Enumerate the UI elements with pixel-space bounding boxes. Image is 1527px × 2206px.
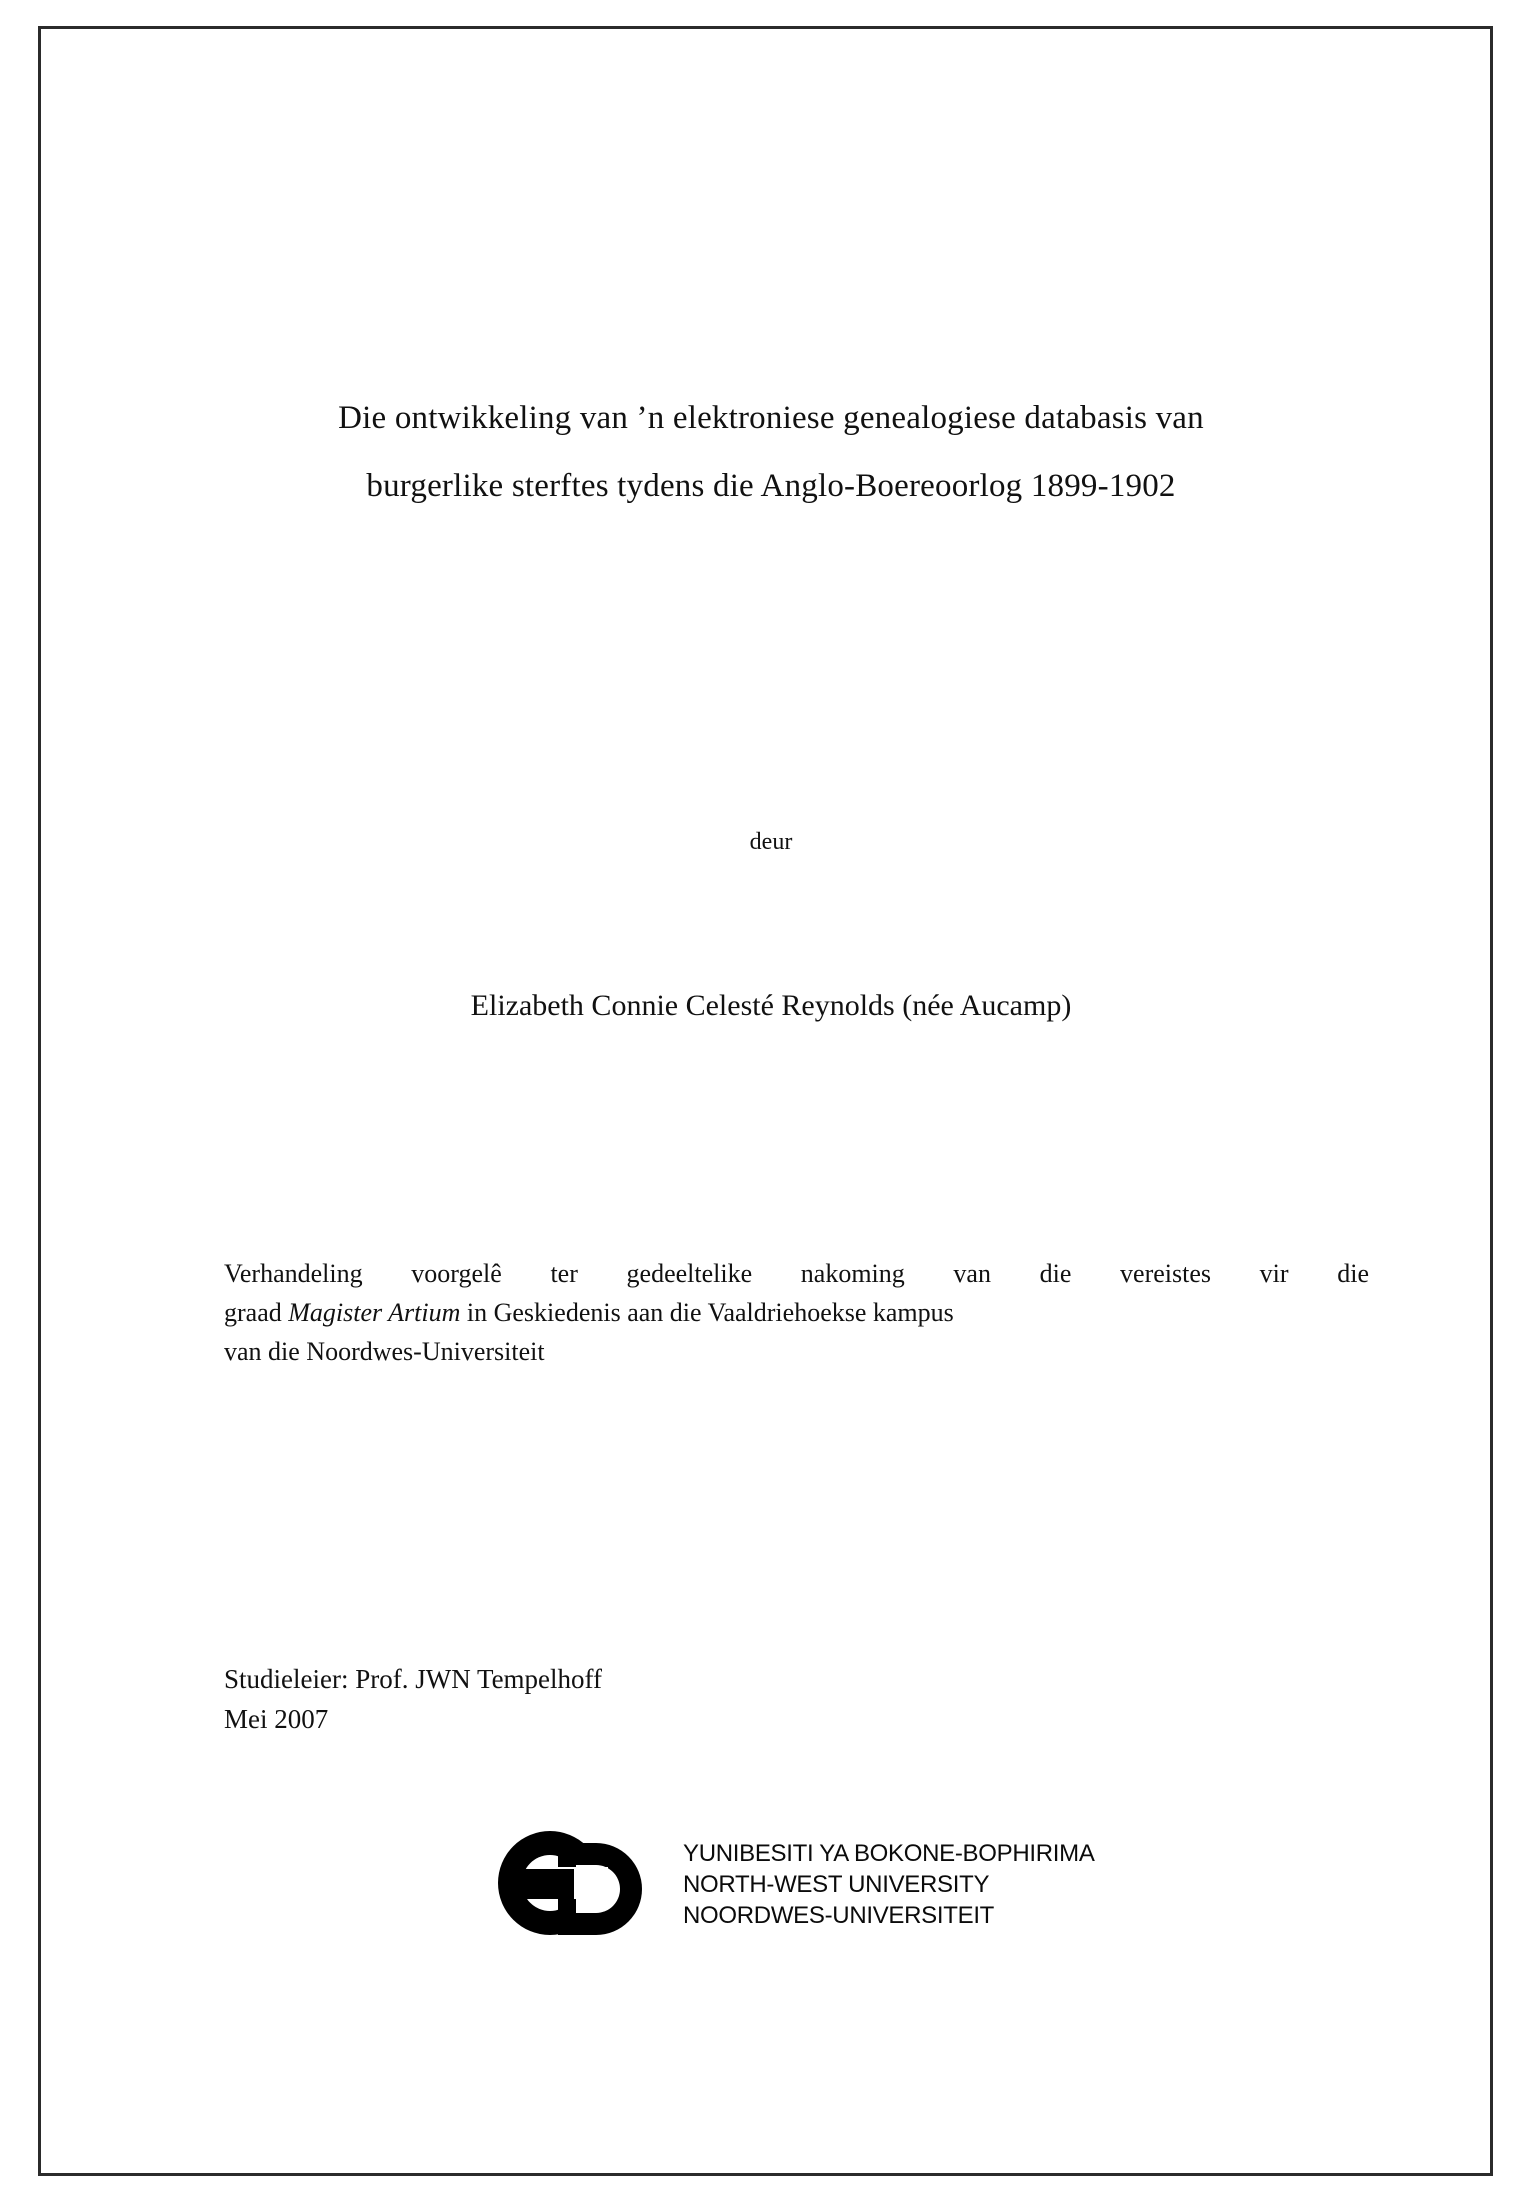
statement-line-2 [224,1293,1369,1332]
statement-line-2-prefix: graad [224,1298,289,1327]
university-logo-text [683,1838,1095,1931]
statement-line-1: Verhandeling voorgelê ter gedeeltelike nakoming van die vereistes vir die [224,1259,1369,1288]
degree-statement [224,1254,1369,1371]
by-label: deur [749,829,793,855]
title-line-1: Die ontwikkeling van ’n elektroniese genealogiese databasis van [338,400,1204,436]
logo-text-line-1: YUNIBESITI YA BOKONE-BOPHIRIMA [683,1839,1095,1867]
supervisor-line: Studieleier: Prof. JWN Tempelhoff [224,1664,603,1694]
nwu-monogram-icon [496,1825,671,1943]
logo-text-line-2: NORTH-WEST UNIVERSITY [683,1870,990,1898]
date-line: Mei 2007 [224,1704,329,1734]
page-content [41,29,1490,2173]
title-line-2: burgerlike sterftes tydens die Anglo-Boereoorlog 1899-1902 [366,468,1176,504]
degree-name: Magister Artium [288,1298,461,1327]
statement-line-2-suffix: in Geskiedenis aan die Vaaldriehoekse kampus [460,1298,954,1327]
statement-line-3: van die Noordwes-Universiteit [224,1337,545,1366]
supervisor-block [224,1659,602,1739]
university-logo [496,1819,1136,1949]
logo-text-line-3: NOORDWES-UNIVERSITEIT [683,1901,995,1929]
author-name: Elizabeth Connie Celesté Reynolds (née Aucamp) [470,989,1072,1022]
page-title [191,384,1351,520]
page-border-frame [38,26,1493,2176]
